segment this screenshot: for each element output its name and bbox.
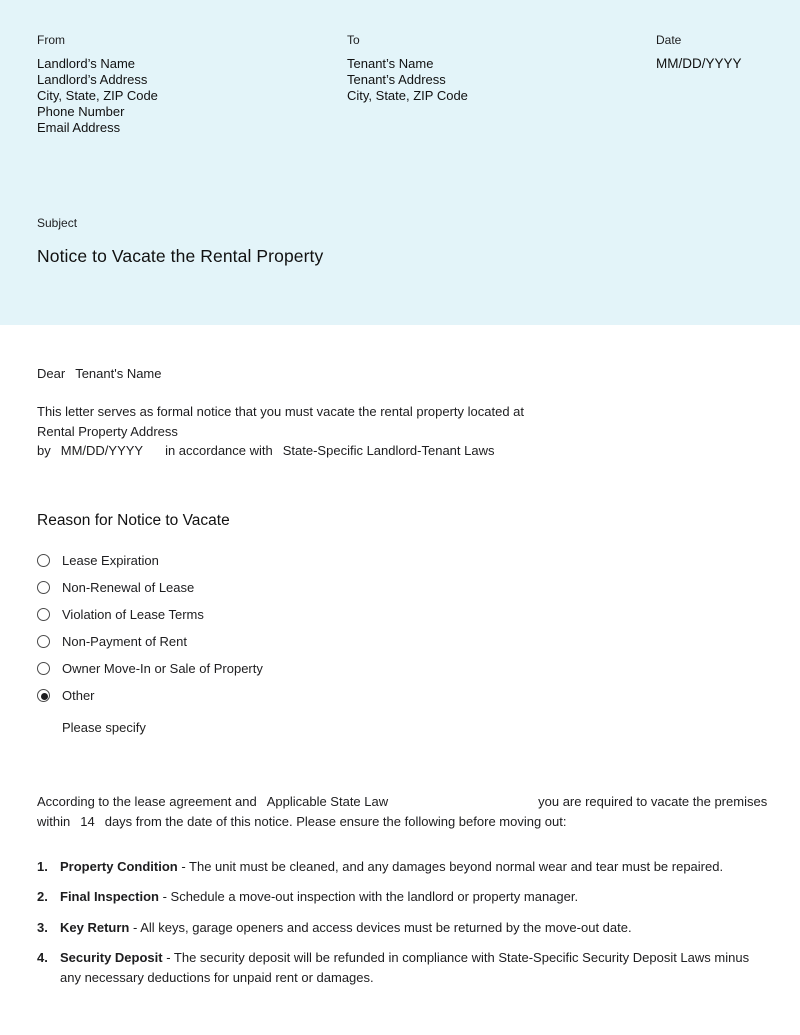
letter-header — [0, 0, 800, 325]
radio-option-non-renewal[interactable] — [37, 574, 763, 601]
tenant-name-field[interactable]: Tenant’s Name — [347, 56, 434, 71]
landlord-city-state-zip-field[interactable]: City, State, ZIP Code — [37, 88, 158, 103]
radio-label: Owner Move-In or Sale of Property — [62, 660, 263, 676]
to-label: To — [347, 33, 360, 47]
closing-prefix: According to the lease agreement and — [37, 793, 257, 809]
salutation — [37, 366, 763, 381]
radio-option-lease-expiration[interactable] — [37, 547, 763, 574]
salutation-tenant-name-field[interactable]: Tenant's Name — [75, 366, 162, 381]
radio-option-owner-move-in[interactable] — [37, 655, 763, 682]
item-text-after: minus any necessary deductions for unpaid rent or damages. — [60, 950, 750, 985]
radio-icon[interactable] — [37, 689, 50, 702]
tenant-address-field[interactable]: Tenant’s Address — [347, 72, 446, 87]
landlord-tenant-laws-field[interactable]: State-Specific Landlord-Tenant Laws — [282, 443, 495, 458]
radio-icon[interactable] — [37, 608, 50, 621]
vacate-date-field[interactable]: MM/DD/YYYY — [60, 443, 144, 458]
item-text: - Schedule a move-out inspection with the landlord or property manager. — [158, 889, 579, 904]
by-prefix: by — [37, 443, 51, 458]
radio-label: Non-Renewal of Lease — [62, 579, 195, 595]
radio-label: Violation of Lease Terms — [62, 606, 204, 622]
radio-option-other[interactable] — [37, 682, 763, 709]
item-title: Property Condition — [60, 858, 178, 874]
checklist-item-final-inspection — [37, 887, 763, 907]
salutation-prefix: Dear — [37, 366, 66, 381]
closing-suffix: days from the date of this notice. Please ensure the following before moving out: — [104, 813, 567, 829]
radio-icon[interactable] — [37, 662, 50, 675]
landlord-address-field[interactable]: Landlord’s Address — [37, 72, 148, 87]
radio-option-violation[interactable] — [37, 601, 763, 628]
landlord-name-field[interactable]: Landlord’s Name — [37, 56, 136, 71]
radio-label: Lease Expiration — [62, 552, 159, 568]
item-text: - All keys, garage openers and access devices must be returned by the move-out date. — [129, 919, 632, 935]
closing-mid: you are required to vacate the premises — [538, 793, 768, 809]
reason-heading: Reason for Notice to Vacate — [37, 511, 230, 529]
item-text: - The unit must be cleaned, and any damages beyond normal wear and tear must be repaired. — [177, 858, 724, 874]
item-title: Final Inspection — [60, 889, 159, 904]
intro-paragraph — [37, 402, 763, 461]
item-title: Security Deposit — [60, 950, 163, 965]
from-block — [37, 33, 347, 136]
radio-label: Non-Payment of Rent — [62, 633, 188, 649]
days-field[interactable]: 14 — [80, 813, 95, 829]
tenant-city-state-zip-field[interactable]: City, State, ZIP Code — [347, 88, 468, 103]
date-block — [656, 33, 763, 136]
subject-label: Subject — [37, 216, 78, 230]
subject-title[interactable]: Notice to Vacate the Rental Property — [37, 246, 324, 266]
from-label: From — [37, 33, 65, 47]
applicable-state-law-field[interactable]: Applicable State Law — [266, 793, 389, 809]
item-number: 4. — [37, 950, 48, 965]
intro-line-1: This letter serves as formal notice that you must vacate the rental property located at — [37, 404, 525, 419]
checklist-item-property-condition — [37, 857, 763, 877]
radio-icon[interactable] — [37, 635, 50, 648]
subject-block — [37, 216, 763, 267]
date-field[interactable]: MM/DD/YYYY — [656, 56, 742, 71]
accordance-text: in accordance with — [165, 443, 273, 458]
checklist-item-security-deposit — [37, 948, 763, 987]
closing-paragraph — [37, 792, 768, 832]
landlord-email-field[interactable]: Email Address — [37, 120, 121, 135]
reason-radio-group — [37, 547, 763, 735]
closing-within: within — [37, 813, 71, 829]
to-block — [347, 33, 656, 136]
item-number: 3. — [37, 919, 48, 935]
radio-icon[interactable] — [37, 581, 50, 594]
item-title: Key Return — [60, 919, 130, 935]
radio-option-non-payment[interactable] — [37, 628, 763, 655]
item-text-before: - The security deposit will be refunded in compliance with — [162, 950, 499, 965]
rental-property-address-field[interactable]: Rental Property Address — [37, 423, 178, 439]
letter-body — [0, 366, 800, 987]
landlord-phone-field[interactable]: Phone Number — [37, 104, 125, 119]
security-deposit-laws-field[interactable]: State-Specific Security Deposit Laws — [498, 950, 711, 965]
item-number: 2. — [37, 889, 48, 904]
checklist-item-key-return — [37, 918, 763, 938]
date-label: Date — [656, 33, 682, 47]
item-number: 1. — [37, 858, 48, 874]
other-specify-field[interactable]: Please specify — [62, 719, 146, 735]
radio-label: Other — [62, 687, 95, 703]
radio-icon[interactable] — [37, 554, 50, 567]
move-out-checklist — [37, 857, 763, 988]
